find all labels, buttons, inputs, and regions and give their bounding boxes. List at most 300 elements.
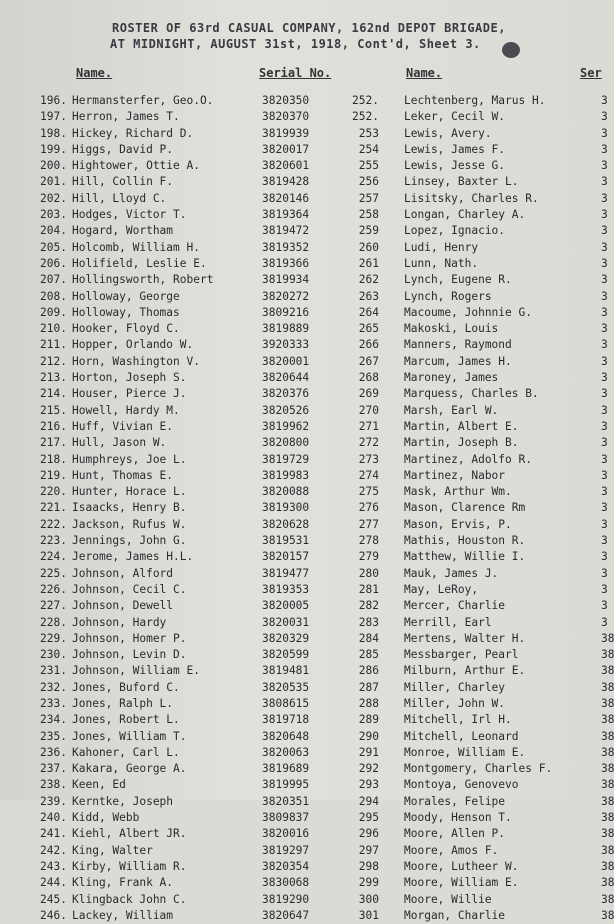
entry-number-right: 257 — [358, 191, 379, 205]
soldier-name-left: Hunter, Horace L. — [72, 485, 187, 499]
serial-number-left: 3820088 — [262, 485, 310, 499]
soldier-name-left: Herron, James T. — [72, 110, 180, 124]
roster-row — [0, 826, 614, 842]
soldier-name-left: Houser, Pierce J. — [72, 387, 187, 401]
soldier-name-right: Moore, Willie — [404, 892, 492, 906]
soldier-name-left: Hodges, Victor T. — [72, 208, 187, 222]
entry-number-right: 271 — [358, 419, 379, 433]
soldier-name-left: Johnson, Homer P. — [72, 631, 187, 645]
soldier-name-right: Lynch, Eugene R. — [404, 273, 512, 287]
serial-number-left: 3819718 — [262, 713, 310, 727]
serial-number-left: 3820350 — [262, 94, 310, 107]
soldier-name-right: Leker, Cecil W. — [404, 110, 506, 124]
serial-number-left: 3819729 — [262, 452, 310, 466]
entry-number-right: 290 — [358, 729, 379, 743]
soldier-name-left: King, Walter — [72, 843, 153, 857]
entry-number-left: 215. — [40, 403, 67, 417]
entry-number-right: 266 — [358, 338, 379, 352]
entry-number-left: 220. — [40, 485, 67, 499]
soldier-name-right: Maroney, James — [404, 371, 499, 385]
soldier-name-right: Martinez, Adolfo R. — [404, 452, 532, 466]
serial-number-right: 3 — [601, 224, 608, 238]
entry-number-left: 212. — [40, 354, 67, 368]
roster-row — [0, 289, 607, 305]
serial-number-right: 38 — [601, 631, 614, 645]
serial-number-left: 3820329 — [262, 631, 310, 645]
serial-number-right: 3 — [601, 159, 608, 173]
soldier-name-left: Hill, Lloyd C. — [72, 191, 167, 205]
serial-number-left: 3819939 — [262, 126, 310, 140]
serial-number-right: 3 — [601, 305, 608, 319]
entry-number-right: 273 — [358, 452, 379, 466]
serial-number-right: 3 — [601, 403, 608, 417]
roster-row — [0, 680, 614, 696]
serial-number-right: 3 — [601, 485, 608, 499]
entry-number-right: 254 — [358, 142, 379, 156]
entry-number-right: 299 — [358, 876, 379, 890]
serial-number-left: 3820272 — [262, 289, 310, 303]
soldier-name-left: Kiehl, Albert JR. — [72, 827, 187, 841]
entry-number-right: 281 — [358, 582, 379, 596]
roster-row — [0, 207, 607, 223]
roster-row — [0, 191, 607, 207]
entry-number-right: 301 — [358, 908, 379, 922]
entry-number-left: 207. — [40, 273, 67, 287]
serial-number-left: 3819297 — [262, 843, 310, 857]
soldier-name-left: Hull, Jason W. — [72, 436, 167, 450]
entry-number-left: 219. — [40, 468, 67, 482]
soldier-name-right: Matthew, Willie I. — [404, 550, 526, 564]
soldier-name-left: Johnson, Dewell — [72, 599, 174, 613]
serial-number-right: 3 — [601, 534, 608, 548]
soldier-name-left: Johnson, Alford — [72, 566, 174, 580]
soldier-name-right: Mathis, Houston R. — [404, 534, 526, 548]
serial-number-left: 3820526 — [262, 403, 310, 417]
roster-row — [0, 93, 607, 109]
roster-row — [0, 777, 614, 793]
serial-number-right: 38 — [601, 908, 614, 922]
entry-number-right: 278 — [358, 534, 379, 548]
entry-number-right: 259 — [358, 224, 379, 238]
entry-number-left: 240. — [40, 811, 67, 825]
serial-number-right: 38 — [601, 892, 614, 906]
serial-number-right: 38 — [601, 729, 614, 743]
roster-row — [0, 272, 607, 288]
serial-number-left: 3820016 — [262, 827, 310, 841]
entry-number-right: 296 — [358, 827, 379, 841]
entry-number-right: 269 — [358, 387, 379, 401]
roster-row — [0, 517, 607, 533]
soldier-name-right: Mauk, James J. — [404, 566, 499, 580]
soldier-name-right: Lopez, Ignacio. — [404, 224, 506, 238]
entry-number-right: 287 — [358, 680, 379, 694]
roster-row — [0, 354, 607, 370]
roster-row — [0, 696, 614, 712]
entry-number-right: 285 — [358, 648, 379, 662]
entry-number-right: 297 — [358, 843, 379, 857]
roster-row — [0, 337, 607, 353]
serial-number-left: 3820535 — [262, 680, 310, 694]
soldier-name-left: Horn, Washington V. — [72, 354, 200, 368]
soldier-name-left: Holloway, Thomas — [72, 305, 180, 319]
entry-number-right: 276 — [358, 501, 379, 515]
roster-row — [0, 712, 614, 728]
serial-number-right: 3 — [601, 550, 608, 564]
soldier-name-left: Johnson, Cecil C. — [72, 582, 187, 596]
entry-number-left: 202. — [40, 191, 67, 205]
roster-row — [0, 419, 607, 435]
roster-row — [0, 305, 607, 321]
entry-number-right: 275 — [358, 485, 379, 499]
roster-row — [0, 843, 614, 859]
soldier-name-right: Montgomery, Charles F. — [404, 762, 553, 776]
entry-number-left: 226. — [40, 582, 67, 596]
serial-number-right: 38 — [601, 811, 614, 825]
serial-number-left: 3819428 — [262, 175, 310, 189]
serial-number-right: 38 — [601, 680, 614, 694]
entry-number-right: 289 — [358, 713, 379, 727]
entry-number-left: 235. — [40, 729, 67, 743]
serial-number-right: 38 — [601, 745, 614, 759]
roster-row — [0, 240, 607, 256]
soldier-name-right: Lisitsky, Charles R. — [404, 191, 539, 205]
entry-number-left: 229. — [40, 631, 67, 645]
entry-number-left: 230. — [40, 648, 67, 662]
entry-number-right: 279 — [358, 550, 379, 564]
roster-row — [0, 500, 607, 516]
roster-row — [0, 908, 614, 924]
roster-row — [0, 761, 614, 777]
entry-number-right: 277 — [358, 517, 379, 531]
entry-number-right: 283 — [358, 615, 379, 629]
serial-number-left: 3819481 — [262, 664, 310, 678]
serial-number-right: 38 — [601, 843, 614, 857]
serial-number-right: 3 — [601, 273, 608, 287]
soldier-name-left: Hooker, Floyd C. — [72, 322, 180, 336]
soldier-name-right: Mertens, Walter H. — [404, 631, 526, 645]
entry-number-right: 252. — [352, 110, 379, 124]
serial-number-left: 3819531 — [262, 534, 310, 548]
soldier-name-left: Klingback John C. — [72, 892, 187, 906]
entry-number-left: 197. — [40, 110, 67, 124]
serial-number-right: 3 — [601, 599, 608, 613]
serial-number-left: 3809216 — [262, 305, 310, 319]
soldier-name-right: Lewis, James F. — [404, 142, 506, 156]
header-line-2: AT MIDNIGHT, AUGUST 31st, 1918, Cont'd, Sheet 3. — [110, 37, 481, 51]
soldier-name-left: Jackson, Rufus W. — [72, 517, 187, 531]
serial-number-left: 3820628 — [262, 517, 310, 531]
serial-number-left: 3819290 — [262, 892, 310, 906]
serial-number-right: 3 — [601, 354, 608, 368]
soldier-name-left: Higgs, David P. — [72, 142, 174, 156]
serial-number-left: 3820146 — [262, 191, 310, 205]
serial-number-left: 3819366 — [262, 256, 310, 270]
soldier-name-left: Huff, Vivian E. — [72, 419, 174, 433]
serial-number-left: 3820063 — [262, 745, 310, 759]
soldier-name-right: Morales, Felipe — [404, 794, 506, 808]
entry-number-right: 255 — [358, 159, 379, 173]
roster-row — [0, 598, 607, 614]
serial-number-left: 3820648 — [262, 729, 310, 743]
soldier-name-right: Martinez, Nabor — [404, 468, 506, 482]
soldier-name-right: Marsh, Earl W. — [404, 403, 499, 417]
serial-number-left: 3820017 — [262, 142, 310, 156]
entry-number-right: 284 — [358, 631, 379, 645]
soldier-name-right: Morgan, Charlie — [404, 908, 506, 922]
soldier-name-right: Moore, Allen P. — [404, 827, 506, 841]
soldier-name-left: Johnson, Hardy — [72, 615, 167, 629]
serial-number-left: 3820351 — [262, 794, 310, 808]
soldier-name-left: Hill, Collin F. — [72, 175, 174, 189]
entry-number-left: 227. — [40, 599, 67, 613]
soldier-name-right: Lechtenberg, Marus H. — [404, 94, 546, 107]
serial-number-right: 3 — [601, 371, 608, 385]
soldier-name-right: Martin, Albert E. — [404, 419, 519, 433]
entry-number-right: 253 — [358, 126, 379, 140]
roster-row — [0, 875, 614, 891]
serial-number-left: 3830068 — [262, 876, 310, 890]
serial-number-left: 3819689 — [262, 762, 310, 776]
serial-number-right: 38 — [601, 696, 614, 710]
serial-number-right: 3 — [601, 240, 608, 254]
soldier-name-right: Moore, Lutheer W. — [404, 859, 519, 873]
serial-number-left: 3820031 — [262, 615, 310, 629]
entry-number-right: 288 — [358, 696, 379, 710]
roster-rows — [0, 93, 614, 924]
entry-number-left: 243. — [40, 859, 67, 873]
soldier-name-left: Jones, Robert L. — [72, 713, 180, 727]
soldier-name-right: Marcum, James H. — [404, 354, 512, 368]
soldier-name-right: Miller, Charley — [404, 680, 506, 694]
roster-row — [0, 321, 607, 337]
entry-number-right: 252. — [352, 94, 379, 107]
entry-number-right: 300 — [358, 892, 379, 906]
roster-row — [0, 647, 614, 663]
roster-row — [0, 126, 607, 142]
soldier-name-left: Hunt, Thomas E. — [72, 468, 174, 482]
entry-number-right: 274 — [358, 468, 379, 482]
entry-number-left: 233. — [40, 696, 67, 710]
entry-number-left: 234. — [40, 713, 67, 727]
entry-number-right: 272 — [358, 436, 379, 450]
entry-number-left: 214. — [40, 387, 67, 401]
serial-number-right: 38 — [601, 827, 614, 841]
soldier-name-left: Holcomb, William H. — [72, 240, 200, 254]
serial-number-left: 3819889 — [262, 322, 310, 336]
serial-number-right: 3 — [601, 582, 608, 596]
entry-number-left: 210. — [40, 322, 67, 336]
soldier-name-right: Makoski, Louis — [404, 322, 499, 336]
entry-number-right: 291 — [358, 745, 379, 759]
entry-number-left: 221. — [40, 501, 67, 515]
entry-number-left: 206. — [40, 256, 67, 270]
entry-number-right: 280 — [358, 566, 379, 580]
soldier-name-right: Milburn, Arthur E. — [404, 664, 526, 678]
soldier-name-right: Martin, Joseph B. — [404, 436, 519, 450]
serial-number-left: 3809837 — [262, 811, 310, 825]
serial-number-right: 3 — [601, 387, 608, 401]
soldier-name-left: Holifield, Leslie E. — [72, 256, 207, 270]
soldier-name-left: Jones, Ralph L. — [72, 696, 174, 710]
roster-row — [0, 582, 607, 598]
serial-number-right: 38 — [601, 794, 614, 808]
entry-number-left: 222. — [40, 517, 67, 531]
soldier-name-left: Keen, Ed — [72, 778, 126, 792]
serial-number-right: 38 — [601, 762, 614, 776]
serial-number-right: 3 — [601, 142, 608, 156]
soldier-name-left: Kerntke, Joseph — [72, 794, 174, 808]
serial-number-right: 38 — [601, 664, 614, 678]
serial-number-right: 38 — [601, 713, 614, 727]
entry-number-left: 217. — [40, 436, 67, 450]
serial-number-left: 3819962 — [262, 419, 310, 433]
soldier-name-left: Horton, Joseph S. — [72, 371, 187, 385]
entry-number-right: 258 — [358, 208, 379, 222]
soldier-name-right: Marquess, Charles B. — [404, 387, 539, 401]
entry-number-left: 203. — [40, 208, 67, 222]
soldier-name-right: Messbarger, Pearl — [404, 648, 519, 662]
soldier-name-right: Linsey, Baxter L. — [404, 175, 519, 189]
soldier-name-right: Merrill, Earl — [404, 615, 492, 629]
soldier-name-left: Johnson, Levin D. — [72, 648, 187, 662]
serial-number-right: 3 — [601, 615, 608, 629]
roster-row — [0, 892, 614, 908]
serial-number-left: 3819364 — [262, 208, 310, 222]
serial-number-left: 3820005 — [262, 599, 310, 613]
entry-number-right: 264 — [358, 305, 379, 319]
entry-number-right: 298 — [358, 859, 379, 873]
roster-row — [0, 549, 607, 565]
soldier-name-left: Humphreys, Joe L. — [72, 452, 187, 466]
roster-row — [0, 468, 607, 484]
entry-number-left: 201. — [40, 175, 67, 189]
entry-number-left: 232. — [40, 680, 67, 694]
serial-number-left: 3808615 — [262, 696, 310, 710]
column-header-serial-left: Serial No. — [259, 66, 332, 80]
entry-number-left: 244. — [40, 876, 67, 890]
roster-row — [0, 403, 607, 419]
soldier-name-left: Howell, Hardy M. — [72, 403, 180, 417]
serial-number-right: 3 — [601, 94, 608, 107]
serial-number-left: 3819995 — [262, 778, 310, 792]
serial-number-right: 3 — [601, 191, 608, 205]
roster-row — [0, 435, 607, 451]
soldier-name-left: Kirby, William R. — [72, 859, 187, 873]
entry-number-right: 292 — [358, 762, 379, 776]
roster-row — [0, 386, 607, 402]
entry-number-left: 208. — [40, 289, 67, 303]
soldier-name-left: Hickey, Richard D. — [72, 126, 194, 140]
entry-number-right: 270 — [358, 403, 379, 417]
roster-row — [0, 370, 607, 386]
serial-number-right: 38 — [601, 778, 614, 792]
serial-number-left: 3819934 — [262, 273, 310, 287]
entry-number-right: 286 — [358, 664, 379, 678]
serial-number-right: 3 — [601, 468, 608, 482]
roster-row — [0, 631, 614, 647]
serial-number-right: 3 — [601, 126, 608, 140]
roster-row — [0, 158, 607, 174]
entry-number-left: 238. — [40, 778, 67, 792]
ink-blot — [502, 42, 520, 58]
soldier-name-right: May, LeRoy, — [404, 582, 479, 596]
soldier-name-right: Lunn, Nath. — [404, 256, 479, 270]
serial-number-right: 3 — [601, 501, 608, 515]
soldier-name-left: Kidd, Webb — [72, 811, 140, 825]
serial-number-left: 3820354 — [262, 859, 310, 873]
serial-number-right: 3 — [601, 208, 608, 222]
soldier-name-left: Jones, William T. — [72, 729, 187, 743]
soldier-name-left: Hogard, Wortham — [72, 224, 174, 238]
soldier-name-right: Monroe, William E. — [404, 745, 526, 759]
soldier-name-left: Jennings, John G. — [72, 534, 187, 548]
serial-number-right: 3 — [601, 566, 608, 580]
soldier-name-left: Jones, Buford C. — [72, 680, 180, 694]
entry-number-left: 231. — [40, 664, 67, 678]
roster-row — [0, 109, 607, 125]
soldier-name-left: Lackey, William — [72, 908, 174, 922]
serial-number-left: 3819352 — [262, 240, 310, 254]
entry-number-left: 225. — [40, 566, 67, 580]
serial-number-right: 3 — [601, 338, 608, 352]
soldier-name-right: Manners, Raymond — [404, 338, 512, 352]
roster-row — [0, 142, 607, 158]
soldier-name-right: Miller, John W. — [404, 696, 506, 710]
serial-number-left: 3820601 — [262, 159, 310, 173]
entry-number-right: 267 — [358, 354, 379, 368]
roster-row — [0, 533, 607, 549]
serial-number-left: 3820647 — [262, 908, 310, 922]
entry-number-left: 213. — [40, 371, 67, 385]
serial-number-right: 3 — [601, 175, 608, 189]
soldier-name-right: Montoya, Genovevo — [404, 778, 519, 792]
soldier-name-right: Lewis, Jesse G. — [404, 159, 506, 173]
roster-row — [0, 615, 607, 631]
entry-number-left: 211. — [40, 338, 67, 352]
roster-row — [0, 174, 607, 190]
entry-number-left: 237. — [40, 762, 67, 776]
entry-number-left: 204. — [40, 224, 67, 238]
soldier-name-left: Hopper, Orlando W. — [72, 338, 194, 352]
roster-row — [0, 663, 614, 679]
soldier-name-right: Longan, Charley A. — [404, 208, 526, 222]
soldier-name-right: Moody, Henson T. — [404, 811, 512, 825]
serial-number-left: 3820157 — [262, 550, 310, 564]
soldier-name-left: Isaacks, Henry B. — [72, 501, 187, 515]
soldier-name-left: Holloway, George — [72, 289, 180, 303]
soldier-name-left: Jerome, James H.L. — [72, 550, 194, 564]
soldier-name-right: Ludi, Henry — [404, 240, 479, 254]
entry-number-left: 239. — [40, 794, 67, 808]
soldier-name-left: Kahoner, Carl L. — [72, 745, 180, 759]
entry-number-right: 262 — [358, 273, 379, 287]
entry-number-left: 245. — [40, 892, 67, 906]
soldier-name-right: Mitchell, Irl H. — [404, 713, 512, 727]
entry-number-right: 294 — [358, 794, 379, 808]
entry-number-left: 196. — [40, 94, 67, 107]
serial-number-left: 3820800 — [262, 436, 310, 450]
soldier-name-left: Hermansterfer, Geo.O. — [72, 94, 214, 107]
entry-number-left: 228. — [40, 615, 67, 629]
entry-number-right: 293 — [358, 778, 379, 792]
soldier-name-right: Mitchell, Leonard — [404, 729, 519, 743]
serial-number-right: 3 — [601, 517, 608, 531]
entry-number-right: 263 — [358, 289, 379, 303]
soldier-name-right: Lynch, Rogers — [404, 289, 492, 303]
serial-number-left: 3819353 — [262, 582, 310, 596]
soldier-name-right: Mason, Clarence Rm — [404, 501, 526, 515]
entry-number-left: 200. — [40, 159, 67, 173]
